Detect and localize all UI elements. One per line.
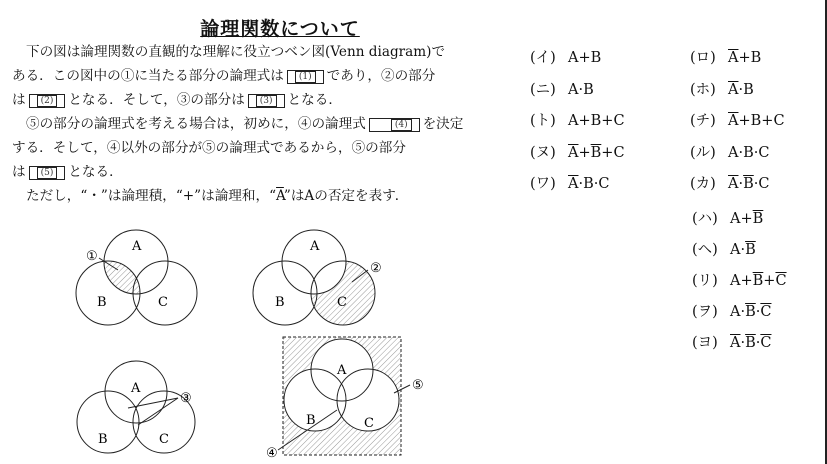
- label-a: A: [132, 239, 142, 254]
- label-c: C: [158, 295, 168, 310]
- choice-key: (ヌ): [530, 144, 556, 161]
- choice-expression: $\overline{A}\cdot\overline{B}\cdot C$: [728, 176, 770, 192]
- choice-key: (ト): [530, 113, 556, 129]
- text: 下の図は論理関数の直観的な理解に役立つベン図(Venn diagram)で: [26, 44, 446, 60]
- venn-diagram-3: [77, 361, 195, 453]
- label-c: C: [364, 416, 374, 431]
- label-c: C: [337, 295, 347, 310]
- choice-key: (チ): [690, 113, 716, 129]
- text: であり，②の部分: [326, 68, 436, 84]
- label-a: A: [131, 381, 141, 396]
- answer-box-4: (4): [369, 118, 420, 132]
- venn-diagram-4: [266, 337, 424, 461]
- choice-expression: $A\cdot\overline{B}\cdot\overline{C}$: [730, 304, 772, 320]
- choice-key: (リ): [692, 273, 718, 289]
- choice-expression: $\overline{A}+B+C$: [728, 113, 785, 129]
- choice-key: (ル): [690, 144, 716, 161]
- choice-key: (ヲ): [692, 304, 718, 320]
- choice-key: (ロ): [690, 50, 716, 66]
- text: を決定: [422, 116, 464, 132]
- choice-expression: $\overline{A}+B$: [728, 50, 762, 66]
- label-b: B: [98, 432, 108, 447]
- choice-expression: $A+\overline{B}+\overline{C}$: [730, 273, 787, 289]
- text: ただし，“・”は論理積，“+”は論理和，“: [26, 188, 277, 204]
- choice-expression: A+B+C: [568, 113, 625, 129]
- text: ”はAの否定を表す．: [283, 188, 409, 204]
- text: ⑤の部分の論理式を考える場合は，初めに，④の論理式: [26, 116, 366, 132]
- choice-expression: $\overline{A}+\overline{B}+C$: [568, 144, 625, 161]
- choice-expression: $A\cdot\overline{B}$: [730, 242, 756, 258]
- choice-expression: $\overline{A}\cdot B\cdot C$: [568, 176, 610, 192]
- not-a-symbol: $\overline{A}$: [276, 188, 284, 204]
- text: は: [12, 92, 26, 108]
- answer-box-2: (2): [29, 94, 66, 108]
- choice-expression: A+B: [568, 50, 602, 66]
- choice-key: (カ): [690, 176, 716, 192]
- label-b: B: [306, 413, 316, 428]
- text: となる．: [68, 164, 123, 180]
- label-b: B: [275, 295, 285, 310]
- choice-key: (ニ): [530, 81, 556, 98]
- marker-3: ③: [180, 391, 192, 406]
- venn-diagram-1: [76, 230, 197, 325]
- choice-key: (ヘ): [692, 242, 718, 258]
- text: は: [12, 164, 26, 180]
- choice-key: (ホ): [690, 81, 716, 98]
- choice-expression: $\overline{A}\cdot\overline{B}\cdot\overline{C}$: [730, 335, 772, 351]
- label-c: C: [159, 432, 169, 447]
- choice-key: (イ): [530, 50, 556, 66]
- text: ある．この図中の①に当たる部分の論理式は: [12, 68, 284, 84]
- page-title: 論理関数について: [200, 18, 360, 40]
- choice-key: (ヨ): [692, 335, 718, 351]
- label-a: A: [337, 363, 347, 378]
- answer-box-3: (3): [248, 94, 285, 108]
- venn-diagram-2: [253, 230, 390, 340]
- answer-box-5: (5): [29, 166, 66, 180]
- marker-1: ①: [86, 249, 98, 264]
- marker-2: ②: [370, 261, 382, 276]
- choice-expression: $\overline{A}\cdot B$: [728, 81, 754, 98]
- choice-key: (ワ): [530, 176, 556, 192]
- label-b: B: [97, 295, 107, 310]
- text: となる．そして，③の部分は: [68, 92, 245, 108]
- answer-box-1: (1): [287, 70, 324, 84]
- text: となる．: [287, 92, 342, 108]
- choice-key: (ハ): [692, 211, 718, 227]
- choice-expression: $A+\overline{B}$: [730, 211, 764, 227]
- marker-5: ⑤: [412, 378, 424, 393]
- choice-expression: A·B: [568, 81, 594, 98]
- label-a: A: [310, 239, 320, 254]
- choice-expression: A·B·C: [728, 144, 770, 161]
- text: する．そして，④以外の部分が⑤の論理式であるから，⑤の部分: [12, 140, 406, 156]
- marker-4: ④: [266, 446, 278, 461]
